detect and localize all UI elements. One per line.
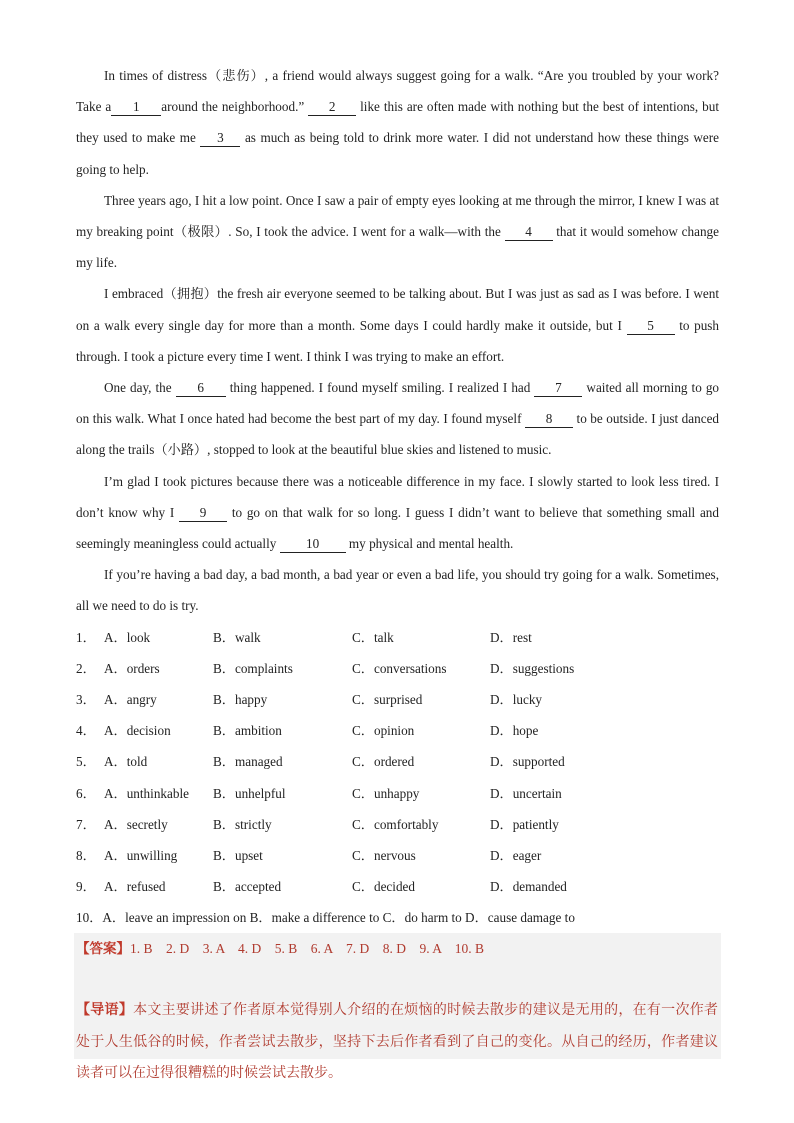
blank-5: 5 xyxy=(627,318,675,335)
option-d[interactable]: D．demanded xyxy=(490,879,567,895)
option-b[interactable]: B．accepted xyxy=(213,879,282,895)
text: One day, the xyxy=(104,380,172,396)
option-a[interactable]: A．unwilling xyxy=(104,847,178,863)
text: that it would somehow change my life. xyxy=(76,224,719,271)
blank-2: 2 xyxy=(308,99,356,116)
option-c[interactable]: C．conversations xyxy=(352,660,447,676)
blank-4: 4 xyxy=(505,224,553,241)
option-d[interactable]: D．lucky xyxy=(490,692,543,708)
answer-line xyxy=(76,933,484,965)
option-c[interactable]: C．ordered xyxy=(352,754,415,770)
option-c[interactable]: C．comfortably xyxy=(352,816,439,832)
question-3 xyxy=(76,684,719,715)
option-a[interactable]: A．unthinkable xyxy=(104,785,189,801)
text: to push through. I took a picture every time I went. I think I was trying to make an effort. xyxy=(76,317,720,364)
question-10: 10．A．leave an impression on B．make a difference to C．do harm to D．cause damage to xyxy=(76,910,575,926)
text: I’m glad I took pictures because there was a noticeable difference in my face. I slowly started to look less tired. I don’t know why I xyxy=(76,473,719,520)
passage xyxy=(76,60,719,934)
answer-text: 1. B 2. D 3. A 4. D 5. B 6. A 7. D 8. D 9. A 10. B xyxy=(130,941,485,956)
question-number: 3． xyxy=(76,692,96,708)
question-1 xyxy=(76,622,719,653)
question-options xyxy=(76,622,719,934)
text: Three years ago, I hit a low point. Once I saw a pair of empty eyes looking at me through the mirror, I knew I was at my breaking point（极限）. So, I took the advice. I went for a walk—with the xyxy=(76,192,719,240)
option-c[interactable]: C．surprised xyxy=(352,692,423,708)
option-d[interactable]: D．eager xyxy=(490,847,542,863)
option-b[interactable]: B．managed xyxy=(213,754,283,770)
text: I embraced（拥抱）the fresh air everyone seemed to be talking about. But I was just as sad as I was before. I went on a walk every single day for more than a month. Some days I could hardly make it outside, but I xyxy=(76,286,719,333)
option-d[interactable]: D．suggestions xyxy=(490,660,575,676)
option-b[interactable]: B．walk xyxy=(213,629,261,645)
question-7 xyxy=(76,809,719,840)
guide-text: 本文主要讲述了作者原本觉得别人介绍的在烦恼的时候去散步的建议是无用的，在有一次作者处于人生低谷的时候，作者尝试去散步，坚持下去后作者看到了自己的变化。从自己的经历，作者建议读者可以在过得很糟糕的时候尝试去散步。 xyxy=(76,1002,719,1081)
paragraph-3 xyxy=(76,278,719,372)
paragraph-4 xyxy=(76,372,719,466)
question-2 xyxy=(76,653,719,684)
option-a[interactable]: A．refused xyxy=(104,879,166,895)
question-9 xyxy=(76,871,719,902)
question-number: 6． xyxy=(76,785,96,801)
blank-10: 10 xyxy=(280,536,346,553)
option-b[interactable]: B．ambition xyxy=(213,723,282,739)
text: to go on that walk for so long. I guess I didn’t want to believe that something small and seemingly meaningless could actually xyxy=(76,504,719,552)
question-number: 7． xyxy=(76,816,96,832)
question-8 xyxy=(76,840,719,871)
option-a[interactable]: A．orders xyxy=(104,660,160,676)
option-d[interactable]: D．rest xyxy=(490,629,532,645)
text: thing happened. I found myself smiling. I realized I had xyxy=(229,380,531,396)
blank-9: 9 xyxy=(179,505,227,522)
paragraph-6: If you’re having a bad day, a bad month, a bad year or even a bad life, you should try going for a walk. Sometimes, all we need to do is try. xyxy=(76,567,719,614)
question-number: 9． xyxy=(76,879,96,895)
option-c[interactable]: C．talk xyxy=(352,629,394,645)
text: like this are often made with nothing but the best of intentions, but they used to make me xyxy=(76,99,720,146)
option-b[interactable]: B．unhelpful xyxy=(213,785,286,801)
question-number: 8． xyxy=(76,847,96,863)
text: my physical and mental health. xyxy=(348,536,514,552)
question-number: 2． xyxy=(76,660,96,676)
option-a[interactable]: A．decision xyxy=(104,723,171,739)
text: to be outside. I just danced along the trails（小路）, stopped to look at the beautiful blue skies and listened to music. xyxy=(76,411,720,458)
option-d[interactable]: D．supported xyxy=(490,754,565,770)
guide-tag: 【导语】 xyxy=(76,1002,134,1018)
answer-section xyxy=(74,933,721,1081)
paragraph-1 xyxy=(76,60,719,185)
question-number: 4． xyxy=(76,723,96,739)
option-d[interactable]: D．hope xyxy=(490,723,539,739)
option-c[interactable]: C．unhappy xyxy=(352,785,420,801)
option-b[interactable]: B．strictly xyxy=(213,816,272,832)
option-b[interactable]: B．complaints xyxy=(213,660,293,676)
option-a[interactable]: A．angry xyxy=(104,692,157,708)
paragraph-5 xyxy=(76,466,719,560)
paragraph-2 xyxy=(76,185,719,279)
question-4 xyxy=(76,715,719,746)
option-d[interactable]: D．patiently xyxy=(490,816,559,832)
question-6 xyxy=(76,778,719,809)
answer-tag: 【答案】 xyxy=(76,941,130,957)
text: as much as being told to drink more water. I did not understand how these things were going to help. xyxy=(76,130,720,177)
option-d[interactable]: D．uncertain xyxy=(490,785,562,801)
blank-3: 3 xyxy=(200,130,240,147)
option-b[interactable]: B．happy xyxy=(213,692,268,708)
blank-6: 6 xyxy=(176,380,226,397)
text: around the neighborhood.” xyxy=(161,99,305,115)
blank-8: 8 xyxy=(525,411,573,428)
option-a[interactable]: A．look xyxy=(104,629,151,645)
text: waited all morning to go on this walk. What I once hated had become the best part of my day. I found myself xyxy=(76,380,720,427)
option-a[interactable]: A．secretly xyxy=(104,816,168,832)
question-number: 1． xyxy=(76,629,96,645)
blank-1: 1 xyxy=(111,99,161,116)
option-c[interactable]: C．opinion xyxy=(352,723,415,739)
blank-7: 7 xyxy=(534,380,582,397)
guide-paragraph xyxy=(76,995,718,1090)
question-number: 5． xyxy=(76,754,96,770)
option-c[interactable]: C．nervous xyxy=(352,847,416,863)
option-b[interactable]: B．upset xyxy=(213,847,263,863)
text: In times of distress（悲伤）, a friend would always suggest going for a walk. “Are you troubled by your work? Take a xyxy=(76,68,719,115)
option-a[interactable]: A．told xyxy=(104,754,148,770)
option-c[interactable]: C．decided xyxy=(352,879,415,895)
question-5 xyxy=(76,746,719,777)
